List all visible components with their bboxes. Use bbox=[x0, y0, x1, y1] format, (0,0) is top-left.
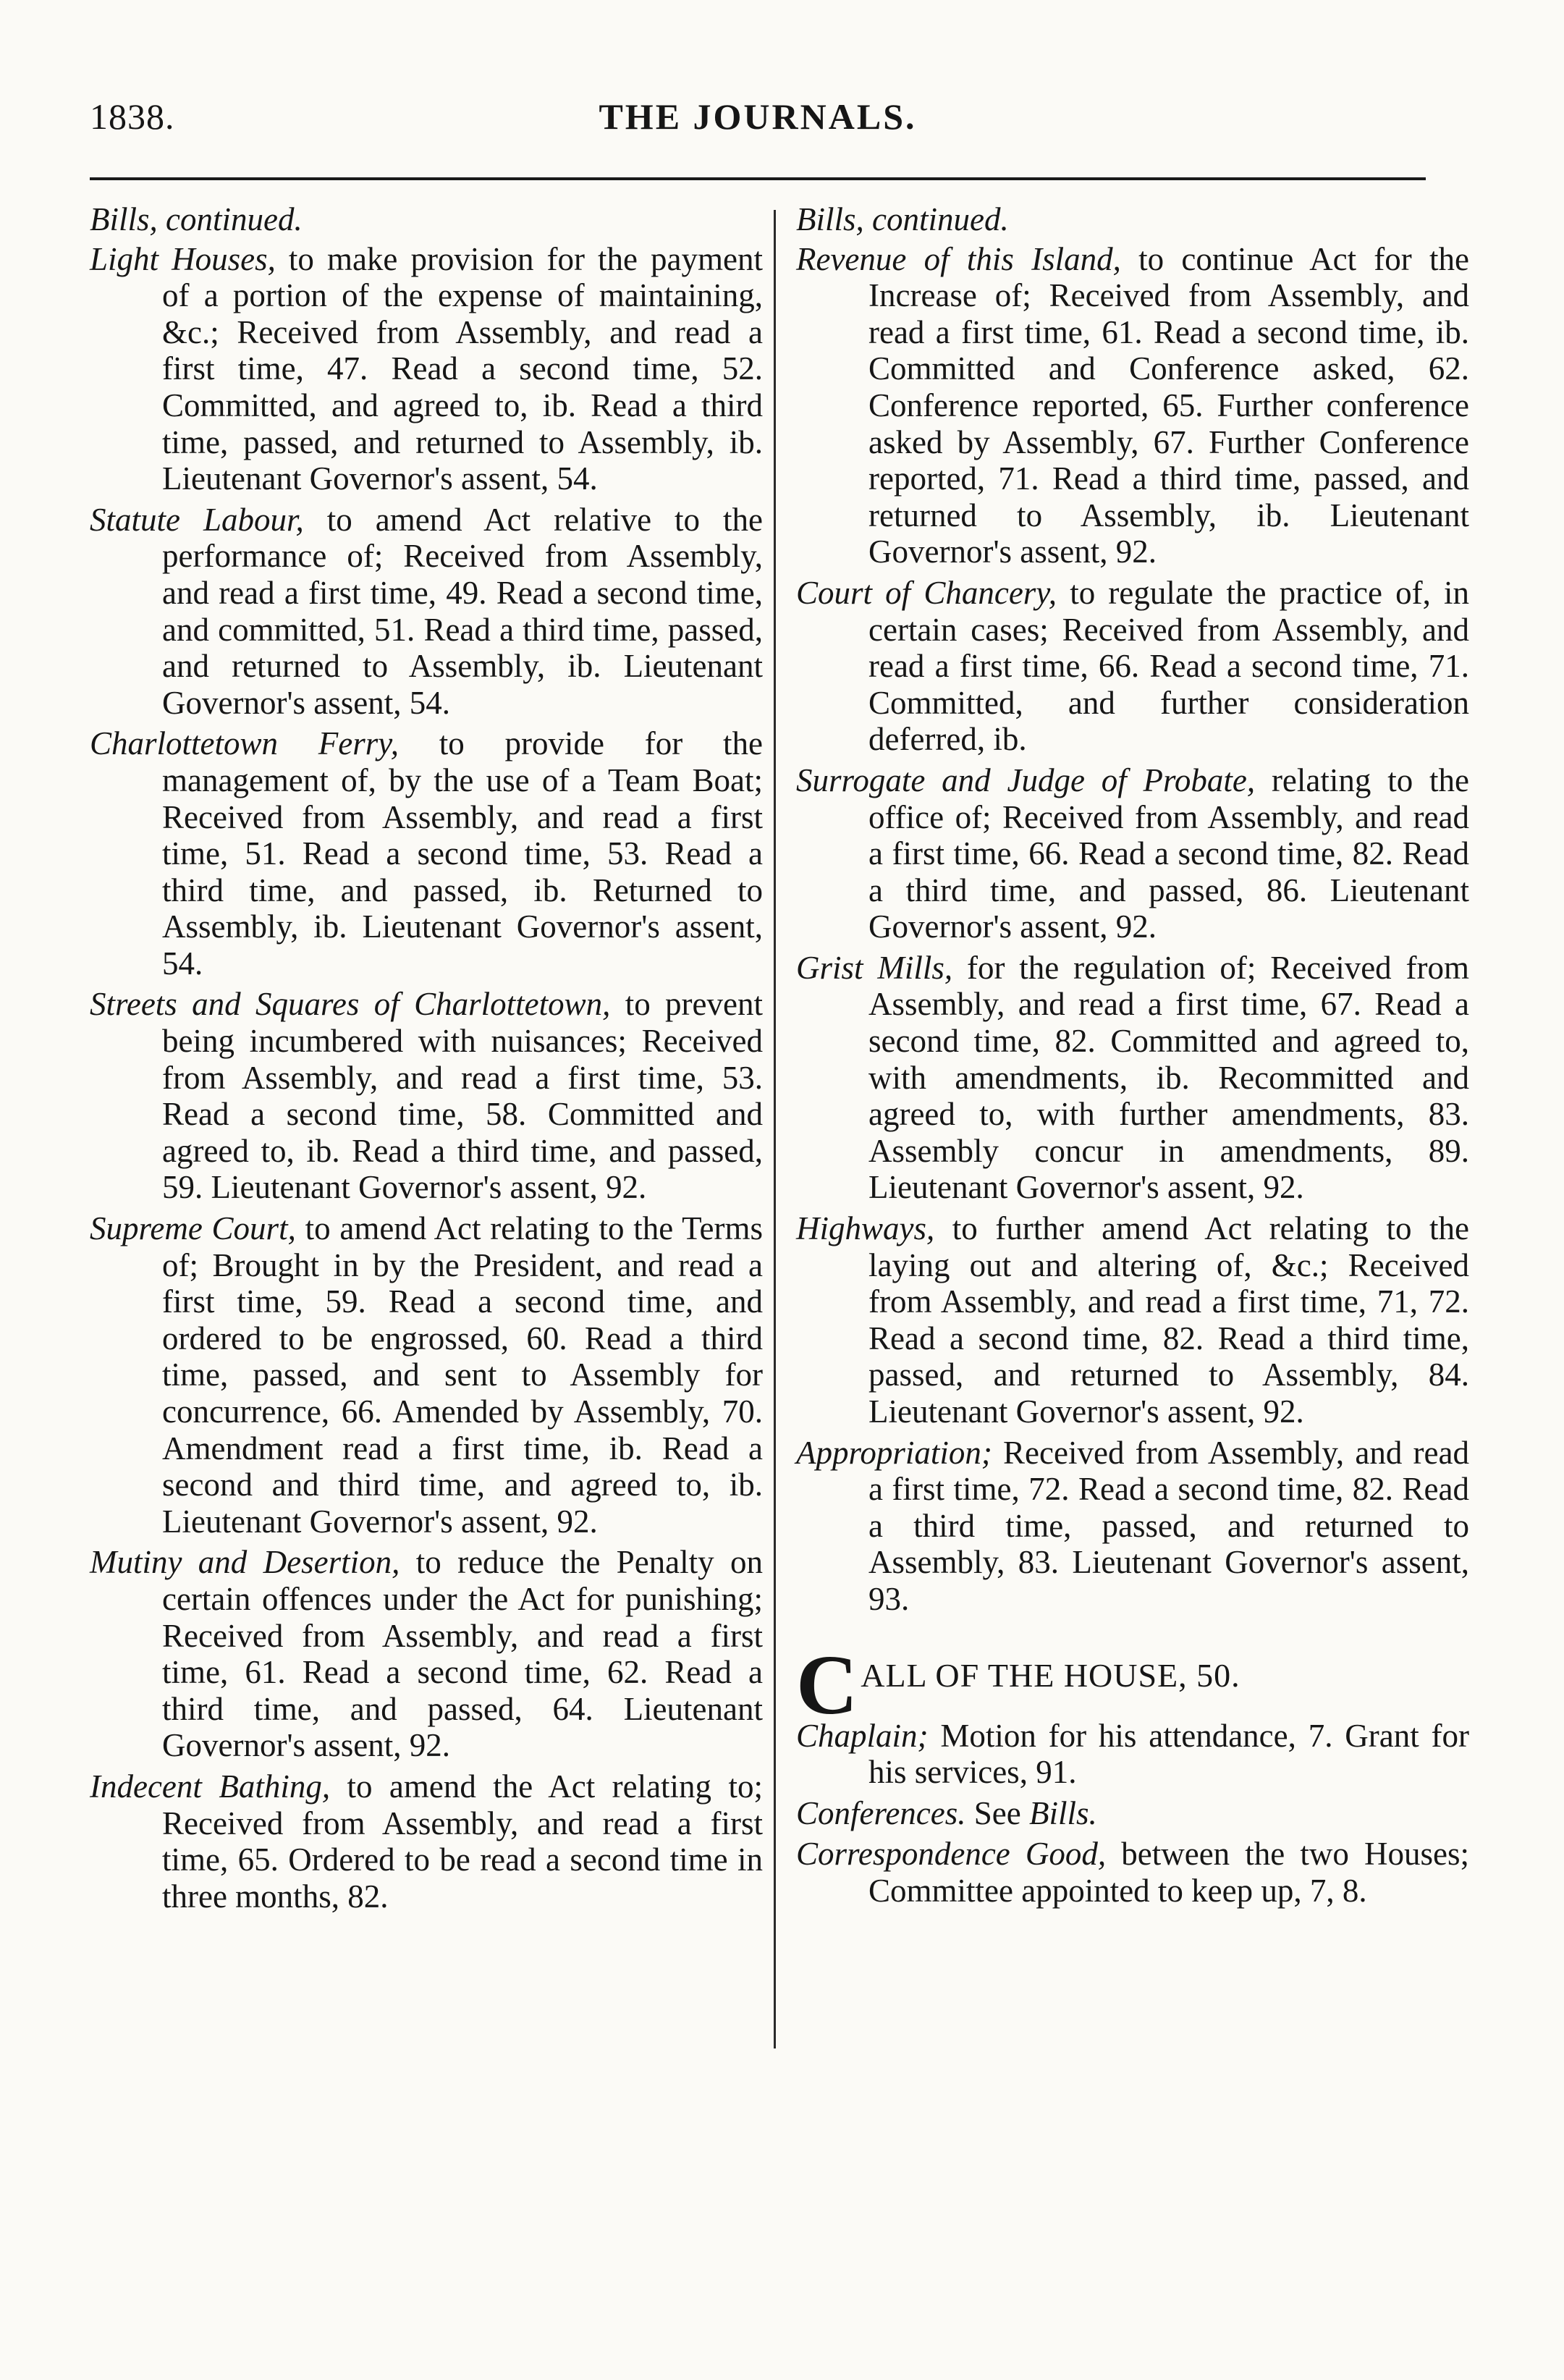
entry-body: Motion for his attendance, 7. Grant for his services, 91. bbox=[868, 1717, 1469, 1791]
entry-heading: Chaplain; bbox=[796, 1717, 929, 1754]
entry-heading: Supreme Court, bbox=[90, 1210, 296, 1247]
header-rule bbox=[90, 177, 1426, 180]
entry-body: to continue Act for the Increase of; Received from Assembly, and read a first time, 61. Read a second time, ib. Committed and Conference asked, 62. Conference reported, 65. Further conference asked by Assembly, 67. Further Conference reported, 71. Read a third time, passed, and returned to Assembly, ib. Lieutenant Governor's assent, 92. bbox=[868, 240, 1470, 570]
entry-heading: Court of Chancery, bbox=[796, 574, 1057, 611]
entry-heading: Streets and Squares of Charlottetown, bbox=[90, 986, 611, 1023]
entry-body: See bbox=[965, 1794, 1029, 1831]
entry-heading: Charlottetown Ferry, bbox=[90, 725, 400, 762]
entry-heading: Highways, bbox=[796, 1210, 935, 1247]
entry-body: relating to the office of; Received from Assembly, and read a first time, 66. Read a second time, 82. Read a third time, and passed, 86. Lieutenant Governor's assent, 92. bbox=[868, 761, 1469, 945]
page-title: THE JOURNALS. bbox=[599, 96, 917, 137]
continued-heading: Bills, continued. bbox=[796, 201, 1009, 237]
entry-heading: Correspondence Good, bbox=[796, 1836, 1107, 1873]
entry-cross-reference: Bills. bbox=[1029, 1794, 1097, 1831]
entry-heading: Revenue of this Island, bbox=[796, 240, 1121, 277]
index-entry bbox=[796, 575, 1469, 758]
entry-body: Received from Assembly, and read a first time, 72. Read a second time, 82. Read a third time, passed, and returned to Assembly, 83. Lieutenant Governor's assent, 93. bbox=[868, 1434, 1469, 1617]
entry-heading: Light Houses, bbox=[90, 240, 276, 277]
entry-body: to make provision for the payment of a portion of the expense of maintaining, &c.; Received from Assembly, and read a first time, 47. Read a second time, 52. Committed, and agreed to, ib. Read a third time, passed, and returned to Assembly, ib. Lieutenant Governor's assent, 54. bbox=[162, 240, 764, 497]
page-year: 1838. bbox=[90, 96, 175, 137]
page-header bbox=[90, 96, 1426, 148]
entry-heading: Surrogate and Judge of Probate, bbox=[796, 761, 1256, 798]
section-entries bbox=[796, 1718, 1469, 1910]
index-entry bbox=[796, 1795, 1469, 1832]
entry-body: for the regulation of; Received from Assembly, and read a first time, 67. Read a second time, 82. Committed and agreed to, with amendments, ib. Recommitted and agreed to, with further amendments, 83. Assembly concur in amendments, 89. Lieutenant Governor's assent, 92. bbox=[868, 949, 1469, 1206]
entry-heading: Appropriation; bbox=[796, 1434, 992, 1471]
index-entry bbox=[796, 1718, 1469, 1791]
entry-body: to further amend Act relating to the laying out and altering of, &c.; Received from Assembly, and read a first time, 71, 72. Read a second time, 82. Read a third time, passed, and returned to Assembly, 84. Lieutenant Governor's assent, 92. bbox=[868, 1210, 1469, 1430]
section-title: ALL OF THE HOUSE, bbox=[861, 1656, 1188, 1694]
index-entry bbox=[90, 1210, 763, 1540]
entry-body: to amend Act relative to the performance of; Received from Assembly, and read a first time, 49. Read a second time, and committed, 51. Read a third time, passed, and returned to Assembly, ib. Lieutenant Governor's assent, 54. bbox=[162, 501, 763, 721]
entry-body: between the two Houses; Committee appointed to keep up, 7, 8. bbox=[868, 1836, 1469, 1909]
index-entry bbox=[90, 1768, 763, 1915]
entry-body: to amend the Act relating to; Received from Assembly, and read a first time, 65. Ordered to be read a second time in three months, 82. bbox=[162, 1768, 763, 1915]
index-entry bbox=[796, 1435, 1469, 1618]
column-divider bbox=[774, 210, 776, 2048]
entry-body: to regulate the practice of, in certain cases; Received from Assembly, and read a first time, 66. Read a second time, 71. Committed, and further consideration deferred, ib. bbox=[868, 574, 1469, 758]
index-entry bbox=[796, 241, 1469, 570]
entry-body: to prevent being incumbered with nuisances; Received from Assembly, and read a first time, 53. Read a second time, 58. Committed and agreed to, ib. Read a third time, and passed, 59. Lieutenant Governor's assent, 92. bbox=[162, 986, 763, 1206]
index-entry bbox=[796, 950, 1469, 1206]
index-entry bbox=[90, 241, 763, 497]
index-entry bbox=[90, 502, 763, 722]
left-column bbox=[90, 201, 763, 1919]
entry-heading: Conferences. bbox=[796, 1794, 966, 1831]
entry-heading: Mutiny and Desertion, bbox=[90, 1544, 400, 1581]
section-heading bbox=[796, 1637, 1469, 1732]
left-entries bbox=[90, 241, 763, 1915]
index-entry bbox=[796, 1836, 1469, 1909]
entry-heading: Grist Mills, bbox=[796, 949, 953, 986]
entry-body: to provide for the management of, by the use of a Team Boat; Received from Assembly, and read a first time, 51. Read a second time, 53. Read a third time, and passed, ib. Returned to Assembly, ib. Lieutenant Governor's assent, 54. bbox=[162, 725, 763, 982]
index-entry bbox=[90, 1544, 763, 1764]
section-dropcap: C bbox=[796, 1637, 858, 1732]
entry-body: to amend Act relating to the Terms of; Brought in by the President, and read a first time, 59. Read a second time, and ordered to be engrossed, 60. Read a third time, passed, and sent to Assembly for concurrence, 66. Amended by Assembly, 70. Amendment read a first time, ib. Read a second and third time, and agreed to, ib. Lieutenant Governor's assent, 92. bbox=[162, 1210, 763, 1540]
section-page: 50. bbox=[1187, 1656, 1240, 1694]
index-entry bbox=[90, 725, 763, 982]
index-entry bbox=[90, 986, 763, 1206]
right-entries bbox=[796, 241, 1469, 1618]
right-column bbox=[796, 201, 1469, 1914]
index-entry bbox=[796, 762, 1469, 945]
entry-heading: Indecent Bathing, bbox=[90, 1768, 331, 1805]
continued-heading: Bills, continued. bbox=[90, 201, 303, 237]
entry-heading: Statute Labour, bbox=[90, 501, 304, 538]
index-entry bbox=[796, 1210, 1469, 1430]
entry-body: to reduce the Penalty on certain offences under the Act for punishing; Received from Assembly, and read a first time, 61. Read a second time, 62. Read a third time, and passed, 64. Lieutenant Governor's assent, 92. bbox=[162, 1544, 763, 1764]
